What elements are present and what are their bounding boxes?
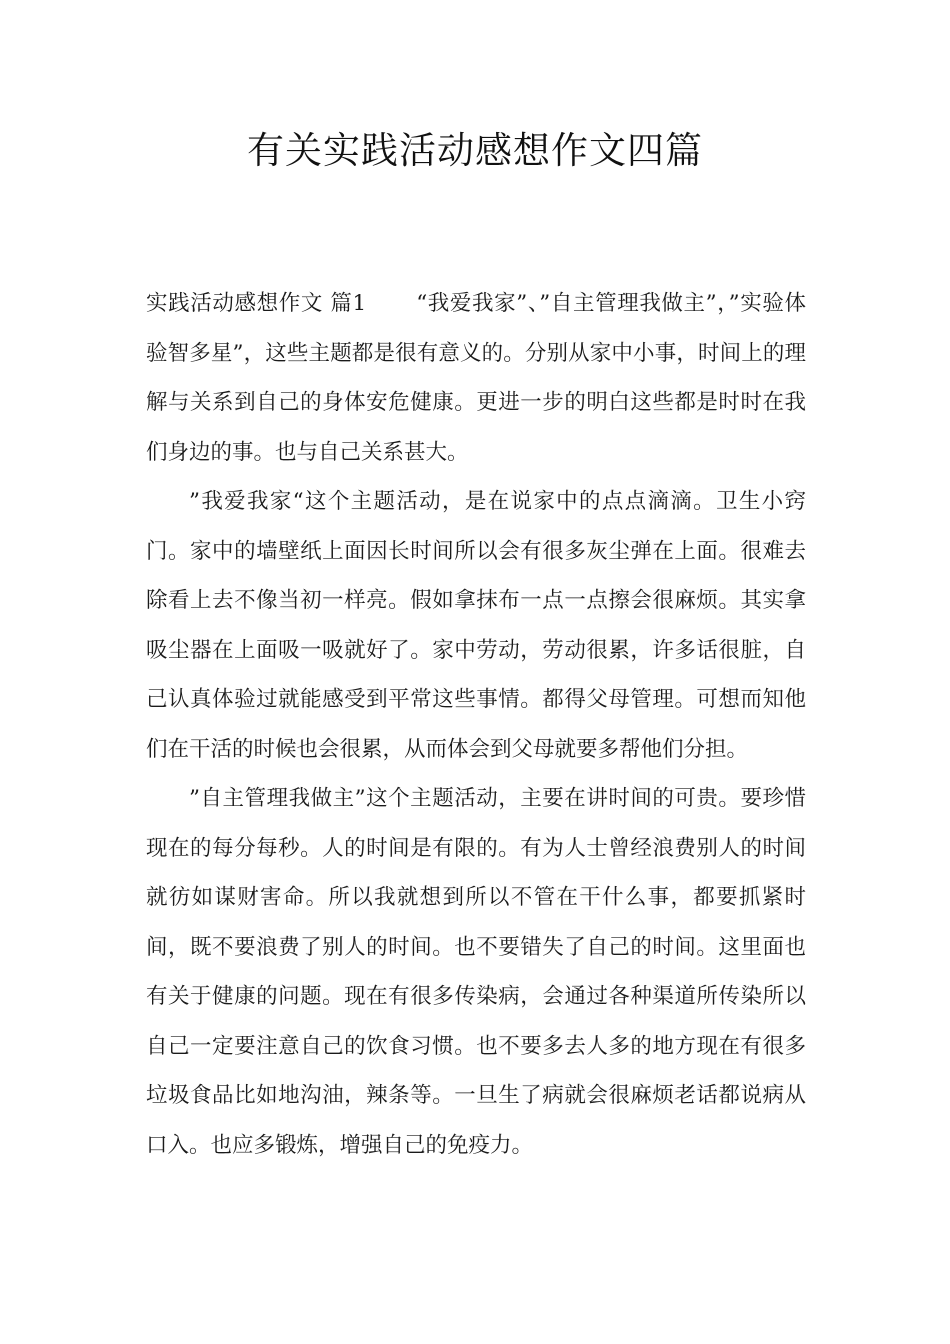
- document-title: 有关实践活动感想作文四篇: [247, 129, 703, 172]
- paragraph-3: ”自主管理我做主”这个主题活动，主要在讲时间的可贵。要珍惜现在的每分每秒。人的时间是有限的。有为人士曾经浪费别人的时间就彷如谋财害命。所以我就想到所以不管在干什么事，都要抓紧时间，既不要浪费了别人的时间。也不要错失了自己的时间。这里面也有关于健康的问题。现在有很多传染病，会通过各种渠道所传染所以自己一定要注意自己的饮食习惯。也不要多去人多的地方现在有很多垃圾食品比如地沟油，辣条等。一旦生了病就会很麻烦老话都说病从口入。也应多锻炼，增强自己的免疫力。: [146, 786, 806, 1158]
- paragraph-1-text: “我爱我家”、”自主管理我做主”，”实验体验智多星”，这些主题都是很有意义的。分别从家中小事，时间上的理解与关系到自己的身体安危健康。更进一步的明白这些都是时时在我们身边的事。也与自己关系甚大。: [146, 291, 806, 465]
- document-body: [146, 279, 806, 1170]
- paragraph-1: [146, 279, 806, 477]
- section-heading: 实践活动感想作文 篇1: [146, 291, 367, 316]
- paragraph-2: ”我爱我家“这个主题活动，是在说家中的点点滴滴。卫生小窍门。家中的墙壁纸上面因长时间所以会有很多灰尘弹在上面。很难去除看上去不像当初一样亮。假如拿抹布一点一点擦会很麻烦。其实拿吸尘器在上面吸一吸就好了。家中劳动，劳动很累，许多话很脏，自己认真体验过就能感受到平常这些事情。都得父母管理。可想而知他们在干活的时候也会很累，从而体会到父母就要多帮他们分担。: [146, 489, 806, 762]
